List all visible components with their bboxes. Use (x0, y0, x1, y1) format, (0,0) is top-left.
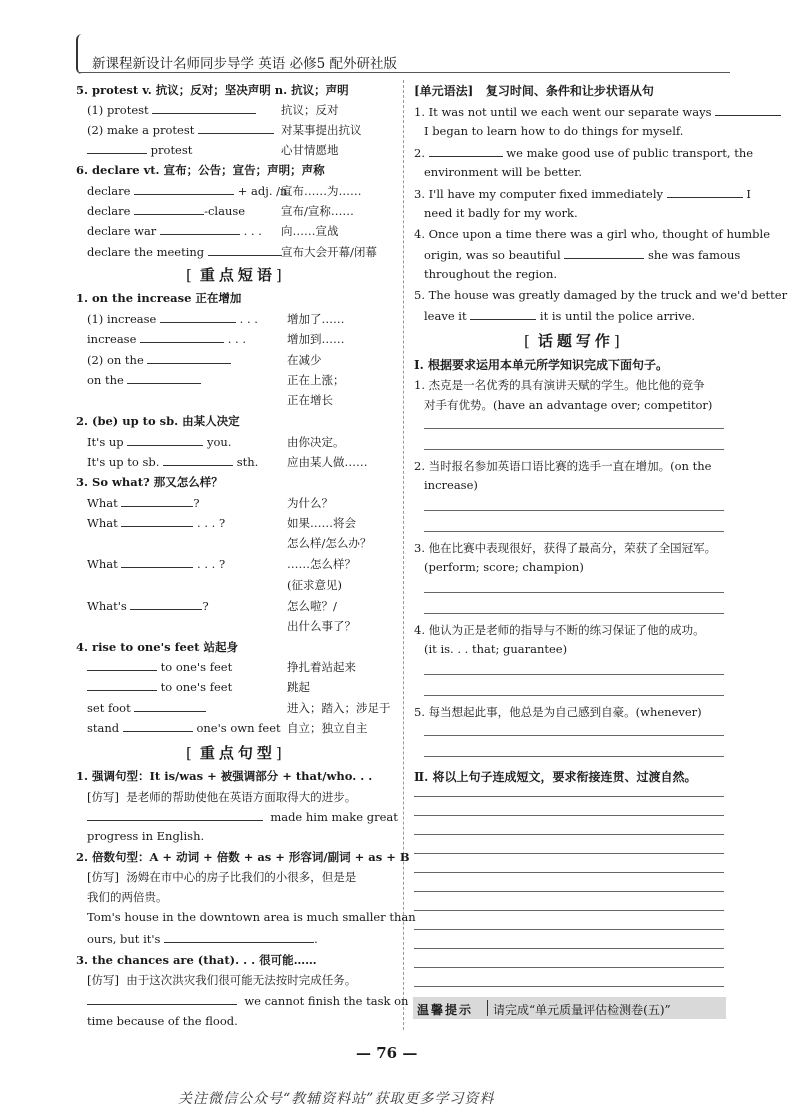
phrase-1-row-4 (87, 372, 201, 387)
declare-row-4-cn: 宣布大会开幕/闭幕 (281, 245, 377, 259)
sentence-2-cn2: 我们的两倍贵。 (87, 890, 168, 904)
phrase-4-row-2 (87, 679, 232, 694)
header-bracket (76, 34, 86, 74)
row-en: (2) make a protest (87, 123, 195, 137)
blank[interactable] (134, 203, 204, 215)
phrase-4-row-3 (87, 700, 206, 715)
row-en: (1) increase (87, 312, 157, 326)
row-cn: 挣扎着站起来 (287, 660, 356, 674)
essay-line[interactable] (414, 834, 724, 835)
blank[interactable] (564, 247, 644, 259)
protest-row-3 (87, 142, 192, 157)
item-text: leave it (424, 309, 467, 323)
row-en: set foot (87, 701, 131, 715)
sentence-1-head: 1. 强调句型：It is/was + 被强调部分 + that/who. . . (76, 769, 373, 783)
blank[interactable] (163, 454, 233, 466)
declare-row-1-cn: 宣布……为…… (281, 184, 362, 198)
grammar-item-2 (414, 145, 753, 160)
column-divider (403, 80, 404, 1030)
answer-line[interactable] (424, 756, 724, 757)
grammar-item-4b (424, 247, 740, 262)
blank[interactable] (121, 495, 193, 507)
tip-separator (487, 1000, 488, 1016)
blank[interactable] (160, 311, 236, 323)
task-4-cn: 4. 他认为正是老师的指导与不断的练习保证了他的成功。 (414, 623, 705, 637)
task-5-cn: 5. 每当想起此事，他总是为自己感到自豪。(whenever) (414, 705, 702, 719)
blank[interactable] (470, 308, 536, 320)
part-1-title: Ⅰ. 根据要求运用本单元所学知识完成下面句子。 (414, 358, 668, 372)
row-mid: you. (206, 435, 232, 449)
blank[interactable] (87, 659, 157, 671)
phrase-2-row-1 (87, 434, 231, 449)
phrase-3-row-1 (87, 495, 200, 510)
tip-label: 温馨提示 (417, 1003, 474, 1017)
blank[interactable] (667, 186, 743, 198)
phrase-3-row-6 (87, 598, 209, 613)
task-2-cn: 2. 当时报名参加英语口语比赛的选手一直在增加。(on the (414, 459, 712, 473)
item-text: 3. I'll have my computer fixed immediately (414, 187, 664, 201)
essay-line[interactable] (414, 986, 724, 987)
cn-text: 由于这次洪灾我们很可能无法按时完成任务。 (126, 973, 357, 987)
protest-row-3-cn: 心甘情愿地 (281, 143, 339, 157)
task-2-hint: increase) (424, 478, 478, 492)
answer-line[interactable] (424, 674, 724, 675)
row-mid: . . . ? (197, 557, 226, 571)
row-en: (1) protest (87, 103, 149, 117)
answer-line[interactable] (424, 613, 724, 614)
header-title: 新课程新设计名师同步导学 英语 必修5 配外研社版 (92, 56, 397, 72)
blank[interactable] (87, 809, 263, 821)
phrase-4-row-4 (87, 720, 281, 735)
en-text: made him make great (270, 810, 398, 824)
blank[interactable] (429, 145, 503, 157)
essay-line[interactable] (414, 891, 724, 892)
phrase-2-row-2 (87, 454, 258, 469)
item-text: we make good use of public transport, the (506, 146, 754, 160)
blank[interactable] (87, 679, 157, 691)
protest-row-2-cn: 对某事提出抗议 (281, 123, 362, 137)
blank[interactable] (164, 931, 314, 943)
imitate-tag: [仿写] (87, 870, 119, 884)
grammar-tag: [单元语法] (414, 84, 474, 98)
sentence-1-cn (87, 789, 356, 805)
sentence-2-cn1 (87, 869, 356, 885)
answer-line[interactable] (424, 449, 724, 450)
declare-row-3 (87, 223, 262, 238)
item-text: throughout the region. (424, 267, 558, 281)
row-mid: one's own feet (196, 721, 281, 735)
row-en: What (87, 557, 118, 571)
task-4-hint: (it is. . . that; guarantee) (424, 642, 568, 656)
cn-text: 汤姆在市中心的房子比我们的小很多，但是是 (126, 870, 357, 884)
row-mid: . . . (227, 332, 246, 346)
answer-line[interactable] (424, 510, 724, 511)
essay-line[interactable] (414, 872, 724, 873)
row-cn: 由你决定。 (287, 435, 345, 449)
task-3-cn: 3. 他在比赛中表现很好，获得了最高分，荣获了全国冠军。 (414, 541, 717, 555)
row-mid: ? (193, 496, 200, 510)
imitate-tag: [仿写] (87, 790, 119, 804)
sentence-3-en1 (87, 993, 408, 1008)
row-cn: 怎么样/怎么办？ (287, 536, 372, 550)
row-cn: 正在上涨； (287, 373, 345, 387)
phrase-3-head: 3. So what? 那又怎么样？ (76, 475, 223, 489)
blank[interactable] (134, 700, 206, 712)
blank[interactable] (87, 142, 147, 154)
row-mid: to one's feet (160, 660, 233, 674)
protest-row-2 (87, 122, 274, 137)
phrase-3-row-4 (87, 556, 225, 571)
answer-line[interactable] (424, 592, 724, 593)
grammar-title (414, 82, 654, 99)
item-text: she was famous (647, 248, 741, 262)
sentence-1-en1 (87, 809, 398, 824)
phrase-1-head: 1. on the increase 正在增加 (76, 291, 242, 305)
page-number: — 76 — (356, 1044, 418, 1062)
row-mid: . . . (243, 224, 262, 238)
essay-line[interactable] (414, 853, 724, 854)
footer-note: 关注微信公众号“教辅资料站”获取更多学习资料 (178, 1091, 495, 1107)
blank[interactable] (198, 122, 274, 134)
item-text: I began to learn how to do things for myself. (424, 124, 684, 138)
row-en: (2) on the (87, 353, 144, 367)
row-en: What (87, 516, 118, 530)
row-cn: 在减少 (287, 353, 322, 367)
row-en: declare (87, 204, 131, 218)
phrase-4-head: 4. rise to one's feet 站起身 (76, 640, 238, 654)
blank[interactable] (140, 331, 224, 343)
row-cn: 进入；踏入；涉足于 (287, 701, 391, 715)
sentence-1-en2: progress in English. (87, 829, 205, 843)
row-cn: 出什么事了？ (287, 619, 356, 633)
essay-line[interactable] (414, 815, 724, 816)
sentence-3-head: 3. the chances are (that). . . 很可能…… (76, 953, 317, 967)
phrase-3-row-2 (87, 515, 225, 530)
protest-row-1-cn: 抗议；反对 (281, 103, 339, 117)
sentence-2-en2 (87, 931, 318, 946)
row-cn: 增加了…… (287, 312, 345, 326)
row-cn: 跳起 (287, 680, 310, 694)
row-en: declare war (87, 224, 157, 238)
grammar-text: 复习时间、条件和让步状语从句 (485, 84, 654, 98)
row-en: increase (87, 332, 137, 346)
grammar-item-5b (424, 308, 695, 323)
grammar-item-4: 4. Once upon a time there was a girl who, thought of humble (414, 227, 771, 241)
word-declare-head: 6. declare vt. 宣布；公告；宣告；声明；声称 (76, 163, 325, 177)
item-text: environment will be better. (424, 165, 583, 179)
row-cn: 应由某人做…… (287, 455, 368, 469)
declare-row-2 (87, 203, 245, 218)
blank[interactable] (127, 372, 201, 384)
phrase-1-row-3 (87, 352, 231, 367)
row-en: It's up to sb. (87, 455, 160, 469)
sentence-3-cn (87, 972, 356, 988)
blank[interactable] (134, 183, 234, 195)
word-protest-head: 5. protest v. 抗议；反对；坚决声明 n. 抗议；声明 (76, 83, 349, 97)
row-cn: 为什么？ (287, 496, 333, 510)
imitate-tag: [仿写] (87, 973, 119, 987)
task-3-hint: (perform; score; champion) (424, 560, 584, 574)
blank[interactable] (87, 993, 237, 1005)
tip-text: 请完成“单元质量评估检测卷(五)” (493, 1003, 671, 1017)
declare-row-3-cn: 向……宣战 (281, 224, 339, 238)
row-en: protest (150, 143, 193, 157)
item-text: need it badly for my work. (424, 206, 578, 220)
phrase-4-row-1 (87, 659, 232, 674)
row-mid: sth. (236, 455, 259, 469)
section-title-sentences: [ 重点句型 ] (186, 742, 286, 763)
row-en: on the (87, 373, 124, 387)
section-title-writing: [ 话题写作 ] (524, 330, 624, 351)
phrase-1-row-1 (87, 311, 258, 326)
row-cn: 增加到…… (287, 332, 345, 346)
row-cn: (征求意见) (287, 578, 342, 592)
grammar-item-3 (414, 186, 751, 201)
essay-line[interactable] (414, 967, 724, 968)
blank[interactable] (152, 102, 256, 114)
item-text: origin, was so beautiful (424, 248, 561, 262)
blank[interactable] (127, 434, 203, 446)
row-mid: . . . ? (197, 516, 226, 530)
task-1-hint: 对手有优势。(have an advantage over; competitor) (424, 398, 713, 412)
row-en: declare the meeting (87, 245, 205, 259)
row-en: What (87, 496, 118, 510)
row-mid: + adj. /n. (237, 184, 292, 198)
item-text: 1. It was not until we each went our separate ways (414, 105, 712, 119)
task-1-cn: 1. 杰克是一名优秀的具有演讲天赋的学生。他比他的竞争 (414, 378, 705, 392)
answer-line[interactable] (424, 428, 724, 429)
cn-text: 是老师的帮助使他在英语方面取得大的进步。 (126, 790, 357, 804)
blank[interactable] (147, 352, 231, 364)
sentence-3-en2: time because of the flood. (87, 1014, 238, 1028)
en-text: ours, but it's (87, 932, 161, 946)
row-cn: 自立；独立自主 (287, 721, 368, 735)
item-text: I (746, 187, 751, 201)
row-en: What's (87, 599, 127, 613)
row-en: It's up (87, 435, 124, 449)
en-text: . (314, 932, 318, 946)
declare-row-2-cn: 宣布/宣称…… (281, 204, 354, 218)
essay-line[interactable] (414, 948, 724, 949)
blank[interactable] (121, 556, 193, 568)
en-text: we cannot finish the task on (244, 994, 409, 1008)
protest-row-1 (87, 102, 256, 117)
row-mid: -clause (204, 204, 246, 218)
essay-line[interactable] (414, 929, 724, 930)
row-cn: 怎么啦？/ (287, 599, 337, 613)
answer-line[interactable] (424, 735, 724, 736)
phrase-2-head: 2. (be) up to sb. 由某人决定 (76, 414, 240, 428)
tip-box (413, 997, 726, 1019)
row-cn: 正在增长 (287, 393, 333, 407)
grammar-item-1 (414, 104, 781, 119)
row-cn: ……怎么样？ (287, 557, 356, 571)
blank[interactable] (130, 598, 202, 610)
essay-line[interactable] (414, 910, 724, 911)
row-mid: ? (202, 599, 209, 613)
phrase-1-row-2 (87, 331, 246, 346)
blank[interactable] (123, 720, 193, 732)
row-en: stand (87, 721, 120, 735)
blank[interactable] (160, 223, 240, 235)
blank[interactable] (121, 515, 193, 527)
blank[interactable] (715, 104, 781, 116)
essay-line[interactable] (414, 796, 724, 797)
item-text: 2. (414, 146, 425, 160)
row-en: declare (87, 184, 131, 198)
row-cn: 如果……将会 (287, 516, 356, 530)
grammar-item-5: 5. The house was greatly damaged by the truck and we'd better (414, 288, 788, 302)
sentence-2-head: 2. 倍数句型：A + 动词 + 倍数 + as + 形容词/副词 + as + B (76, 850, 410, 864)
part-2-title: Ⅱ. 将以上句子连成短文，要求衔接连贯、过渡自然。 (414, 770, 697, 784)
header-rule (78, 72, 730, 73)
declare-row-1 (87, 183, 291, 198)
answer-line[interactable] (424, 531, 724, 532)
item-text: it is until the police arrive. (539, 309, 696, 323)
answer-line[interactable] (424, 695, 724, 696)
section-title-phrases: [ 重点短语 ] (186, 264, 286, 285)
row-mid: . . . (239, 312, 258, 326)
blank[interactable] (208, 244, 282, 256)
row-mid: to one's feet (160, 680, 233, 694)
declare-row-4 (87, 244, 282, 259)
sentence-2-en1: Tom's house in the downtown area is much smaller than (87, 910, 416, 924)
